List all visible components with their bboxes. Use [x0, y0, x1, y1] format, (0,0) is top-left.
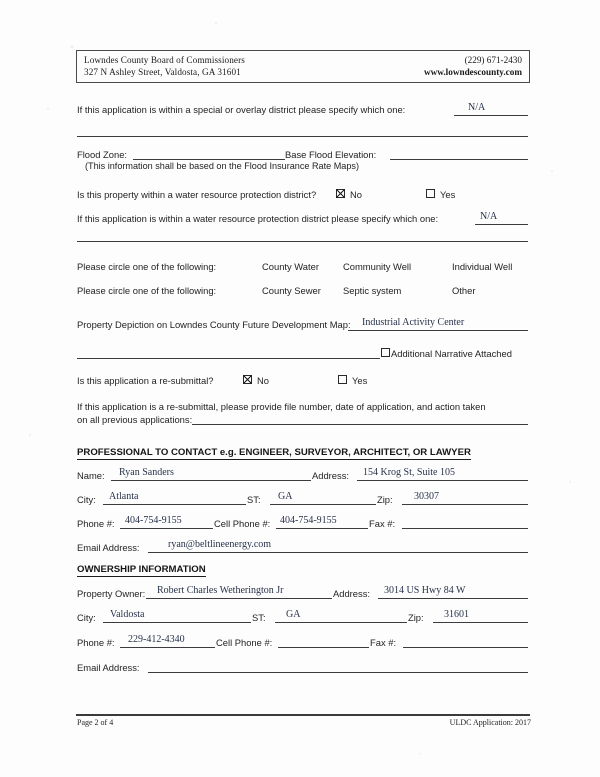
- ownership-email-rule[interactable]: [148, 672, 528, 673]
- ownership-city-rule[interactable]: [103, 622, 251, 623]
- professional-zip-value[interactable]: 30307: [414, 491, 439, 502]
- flood-zone-label: Flood Zone:: [77, 149, 128, 160]
- footer-reference: ULDC Application: 2017: [449, 718, 531, 727]
- base-flood-elevation-rule[interactable]: [390, 159, 528, 160]
- professional-email-rule[interactable]: [148, 552, 528, 553]
- resubmittal-question: Is this application a re-submittal?: [77, 375, 214, 386]
- flood-zone-rule[interactable]: [133, 159, 285, 160]
- narrative-continuation-rule: [77, 358, 380, 359]
- base-flood-elevation-label: Base Flood Elevation:: [285, 149, 377, 160]
- professional-phone-label: Phone #:: [77, 518, 115, 529]
- letterhead-left: [84, 55, 245, 77]
- ownership-phone-value[interactable]: 229-412-4340: [128, 634, 185, 645]
- water-resource-specify-question: If this application is within a water resource protection district please specify which one:: [77, 213, 439, 224]
- professional-address-rule[interactable]: [357, 480, 528, 481]
- ownership-zip-label: Zip:: [408, 612, 424, 623]
- ownership-state-rule[interactable]: [275, 622, 407, 623]
- property-depiction-rule: [348, 330, 528, 331]
- ownership-fax-rule[interactable]: [403, 647, 528, 648]
- professional-name-label: Name:: [77, 470, 105, 481]
- form-sheet: [76, 0, 532, 777]
- resubmittal-yes-label: Yes: [352, 375, 368, 386]
- ownership-state-value[interactable]: GA: [286, 609, 301, 620]
- water-option-county-water[interactable]: County Water: [262, 261, 319, 272]
- property-depiction-label: Property Depiction on Lowndes County Future Development Map:: [77, 319, 351, 330]
- water-source-prompt: Please circle one of the following:: [77, 261, 217, 272]
- professional-email-value[interactable]: ryan@beltlineenergy.com: [168, 539, 272, 550]
- county-phone: (229) 671-2430: [464, 55, 522, 66]
- ownership-city-value[interactable]: Valdosta: [110, 609, 145, 620]
- footer-divider: [76, 714, 530, 716]
- professional-zip-label: Zip:: [377, 494, 393, 505]
- professional-fax-label: Fax #:: [369, 518, 396, 529]
- resubmittal-no-checkbox[interactable]: [243, 375, 252, 384]
- overlay-district-answer[interactable]: N/A: [468, 102, 486, 113]
- resubmittal-detail-line1: If this application is a re-submittal, please provide file number, date of application, and action taken: [77, 401, 486, 412]
- professional-zip-rule[interactable]: [402, 504, 528, 505]
- overlay-district-rule: [454, 115, 528, 116]
- professional-phone-value[interactable]: 404-754-9155: [125, 515, 182, 526]
- flood-note: (This information shall be based on the Flood Insurance Rate Maps): [85, 161, 359, 171]
- ownership-fax-label: Fax #:: [370, 637, 397, 648]
- sewer-option-county-sewer[interactable]: County Sewer: [262, 285, 321, 296]
- professional-cell-label: Cell Phone #:: [214, 518, 271, 529]
- professional-name-value[interactable]: Ryan Sanders: [119, 467, 174, 478]
- professional-cell-value[interactable]: 404-754-9155: [280, 515, 337, 526]
- resubmittal-detail-line2: on all previous applications:: [77, 414, 193, 425]
- sewer-option-other[interactable]: Other: [452, 285, 476, 296]
- sewer-option-septic-system[interactable]: Septic system: [343, 285, 402, 296]
- professional-name-rule[interactable]: [111, 480, 311, 481]
- water-resource-question: Is this property within a water resource protection district?: [77, 189, 317, 200]
- overlay-district-continuation-rule: [77, 136, 528, 137]
- professional-state-label: ST:: [247, 494, 261, 505]
- ownership-cell-label: Cell Phone #:: [216, 637, 273, 648]
- water-option-community-well[interactable]: Community Well: [343, 261, 412, 272]
- ownership-address-value[interactable]: 3014 US Hwy 84 W: [384, 585, 466, 596]
- ownership-city-label: City:: [77, 612, 96, 623]
- ownership-address-rule[interactable]: [378, 598, 528, 599]
- professional-phone-rule[interactable]: [120, 528, 213, 529]
- professional-section-heading: PROFESSIONAL TO CONTACT e.g. ENGINEER, SURVEYOR, ARCHITECT, OR LAWYER: [77, 447, 471, 458]
- county-website[interactable]: www.lowndescounty.com: [423, 66, 522, 77]
- letterhead-box: [76, 50, 530, 83]
- professional-state-rule[interactable]: [270, 504, 376, 505]
- professional-city-label: City:: [77, 494, 96, 505]
- ownership-cell-rule[interactable]: [278, 647, 369, 648]
- ownership-phone-rule[interactable]: [120, 647, 215, 648]
- overlay-district-question: If this application is within a special or overlay district please specify which one:: [77, 104, 406, 115]
- ownership-owner-label: Property Owner:: [77, 588, 146, 599]
- water-resource-yes-checkbox[interactable]: [426, 189, 435, 198]
- professional-state-value[interactable]: GA: [278, 491, 293, 502]
- county-org-name: Lowndes County Board of Commissioners: [84, 55, 245, 66]
- additional-narrative-label: Additional Narrative Attached: [391, 348, 512, 359]
- ownership-owner-rule[interactable]: [146, 598, 332, 599]
- letterhead-right: [424, 55, 522, 77]
- professional-fax-rule[interactable]: [402, 528, 528, 529]
- ownership-owner-value[interactable]: Robert Charles Wetherington Jr: [157, 585, 284, 596]
- water-resource-no-checkbox[interactable]: [336, 189, 345, 198]
- sewer-source-prompt: Please circle one of the following:: [77, 285, 217, 296]
- ownership-state-label: ST:: [252, 612, 266, 623]
- resubmittal-no-label: No: [257, 375, 269, 386]
- ownership-address-label: Address:: [333, 588, 370, 599]
- resubmittal-detail-rule[interactable]: [192, 424, 528, 425]
- ownership-section-heading: OWNERSHIP INFORMATION: [77, 564, 206, 575]
- water-resource-no-label: No: [350, 189, 362, 200]
- water-resource-specify-rule: [475, 224, 528, 225]
- ownership-zip-value[interactable]: 31601: [444, 609, 469, 620]
- professional-address-label: Address:: [312, 470, 349, 481]
- ownership-email-label: Email Address:: [77, 662, 140, 673]
- water-resource-continuation-rule: [77, 241, 528, 242]
- ownership-phone-label: Phone #:: [77, 637, 115, 648]
- county-address: 327 N Ashley Street, Valdosta, GA 31601: [84, 66, 241, 77]
- water-resource-specify-answer[interactable]: N/A: [480, 211, 498, 222]
- additional-narrative-checkbox[interactable]: [381, 348, 390, 357]
- water-resource-yes-label: Yes: [440, 189, 456, 200]
- footer-page-number: Page 2 of 4: [77, 718, 114, 727]
- ownership-zip-rule[interactable]: [433, 622, 528, 623]
- professional-email-label: Email Address:: [77, 542, 140, 553]
- professional-city-rule[interactable]: [103, 504, 246, 505]
- professional-cell-rule[interactable]: [276, 528, 368, 529]
- professional-city-value[interactable]: Atlanta: [109, 491, 139, 502]
- resubmittal-yes-checkbox[interactable]: [338, 375, 347, 384]
- water-option-individual-well[interactable]: Individual Well: [452, 261, 513, 272]
- property-depiction-value[interactable]: Industrial Activity Center: [362, 317, 465, 328]
- professional-address-value[interactable]: 154 Krog St, Suite 105: [363, 467, 455, 478]
